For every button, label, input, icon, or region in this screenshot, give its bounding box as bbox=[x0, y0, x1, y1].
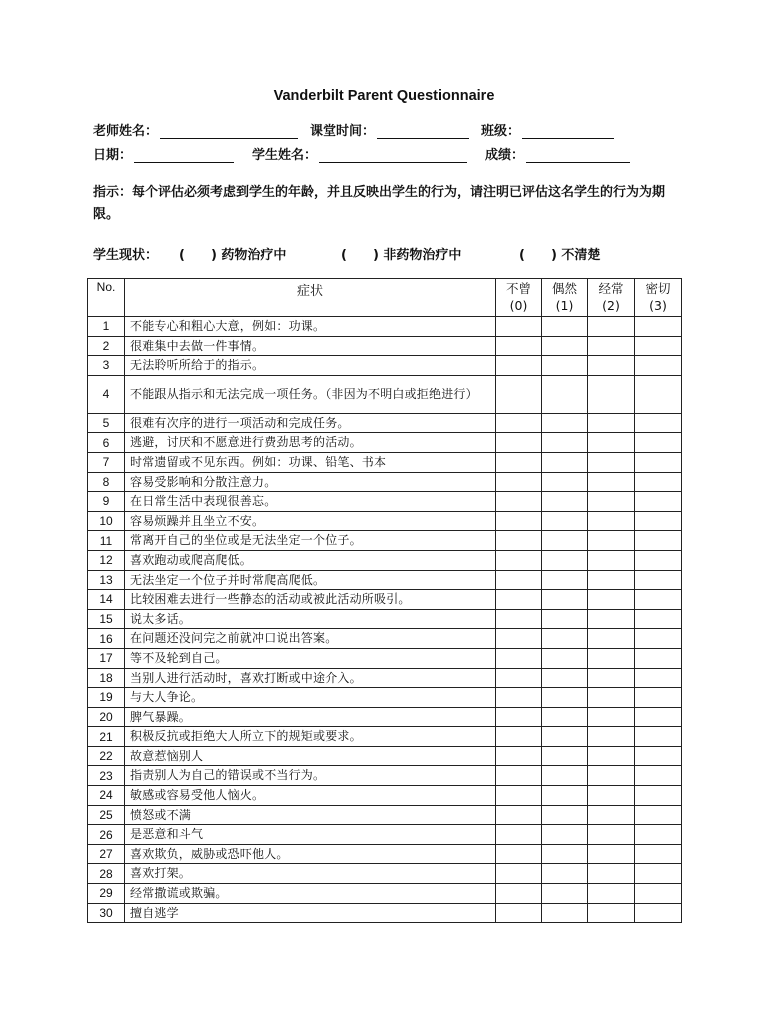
header-often bbox=[588, 279, 635, 317]
rating-cell-often[interactable] bbox=[588, 472, 635, 492]
rating-cell-occasionally[interactable] bbox=[542, 413, 588, 433]
rating-cell-very-often[interactable] bbox=[635, 884, 682, 904]
symptom-text: 无法坐定一个位子并时常爬高爬低。 bbox=[125, 570, 496, 590]
rating-cell-very-often[interactable] bbox=[635, 766, 682, 786]
symptom-text: 喜欢打架。 bbox=[125, 864, 496, 884]
symptom-text: 等不及轮到自己。 bbox=[125, 648, 496, 668]
rating-cell-very-often[interactable] bbox=[635, 472, 682, 492]
rating-cell-often[interactable] bbox=[588, 903, 635, 923]
rating-cell-occasionally[interactable] bbox=[542, 707, 588, 727]
symptom-text: 不能专心和粗心大意，例如：功课。 bbox=[125, 317, 496, 337]
symptom-text: 积极反抗或拒绝大人所立下的规矩或要求。 bbox=[125, 727, 496, 747]
row-number: 12 bbox=[88, 550, 125, 570]
symptom-text: 与大人争论。 bbox=[125, 688, 496, 708]
rating-cell-very-often[interactable] bbox=[635, 629, 682, 649]
rating-cell-very-often[interactable] bbox=[635, 825, 682, 845]
table-row bbox=[88, 746, 682, 766]
rating-cell-occasionally[interactable] bbox=[542, 727, 588, 747]
row-number: 4 bbox=[88, 375, 125, 413]
class-field[interactable] bbox=[481, 120, 614, 139]
table-row bbox=[88, 375, 682, 413]
row-number: 27 bbox=[88, 844, 125, 864]
row-number: 20 bbox=[88, 707, 125, 727]
table-row bbox=[88, 472, 682, 492]
teacher-name-label: 老师姓名： bbox=[93, 124, 159, 139]
symptom-text: 很难有次序的进行一项活动和完成任务。 bbox=[125, 413, 496, 433]
header-occasionally-score: (1) bbox=[555, 298, 574, 313]
student-status-row bbox=[93, 244, 600, 263]
rating-cell-very-often[interactable] bbox=[635, 707, 682, 727]
rating-cell-often[interactable] bbox=[588, 864, 635, 884]
teacher-name-field[interactable] bbox=[93, 120, 298, 139]
symptom-text: 愤怒或不满 bbox=[125, 805, 496, 825]
grade-label: 成绩： bbox=[485, 148, 525, 163]
symptom-text: 容易烦躁并且坐立不安。 bbox=[125, 511, 496, 531]
row-number: 7 bbox=[88, 452, 125, 472]
row-number: 10 bbox=[88, 511, 125, 531]
header-fields-row-1 bbox=[93, 120, 626, 139]
rating-cell-often[interactable] bbox=[588, 746, 635, 766]
rating-cell-never[interactable] bbox=[496, 433, 542, 453]
rating-cell-occasionally[interactable] bbox=[542, 609, 588, 629]
rating-cell-occasionally[interactable] bbox=[542, 570, 588, 590]
class-time-label: 课堂时间： bbox=[310, 124, 376, 139]
rating-cell-very-often[interactable] bbox=[635, 492, 682, 512]
table-row bbox=[88, 766, 682, 786]
rating-cell-often[interactable] bbox=[588, 786, 635, 806]
table-row bbox=[88, 590, 682, 610]
rating-cell-very-often[interactable] bbox=[635, 844, 682, 864]
header-no: No. bbox=[88, 279, 125, 317]
rating-cell-never[interactable] bbox=[496, 805, 542, 825]
table-row bbox=[88, 668, 682, 688]
rating-cell-occasionally[interactable] bbox=[542, 884, 588, 904]
row-number: 3 bbox=[88, 356, 125, 376]
rating-cell-occasionally[interactable] bbox=[542, 766, 588, 786]
table-row bbox=[88, 903, 682, 923]
symptom-text: 喜欢跑动或爬高爬低。 bbox=[125, 550, 496, 570]
row-number: 14 bbox=[88, 590, 125, 610]
rating-cell-occasionally[interactable] bbox=[542, 433, 588, 453]
rating-cell-very-often[interactable] bbox=[635, 668, 682, 688]
symptom-table bbox=[87, 278, 682, 923]
table-row bbox=[88, 317, 682, 337]
rating-cell-often[interactable] bbox=[588, 492, 635, 512]
rating-cell-never[interactable] bbox=[496, 825, 542, 845]
symptom-text: 逃避，讨厌和不愿意进行费劲思考的活动。 bbox=[125, 433, 496, 453]
rating-cell-very-often[interactable] bbox=[635, 317, 682, 337]
student-name-field[interactable] bbox=[252, 144, 467, 163]
rating-cell-occasionally[interactable] bbox=[542, 903, 588, 923]
rating-cell-occasionally[interactable] bbox=[542, 336, 588, 356]
symptom-text: 比较困难去进行一些静态的活动或被此活动所吸引。 bbox=[125, 590, 496, 610]
row-number: 13 bbox=[88, 570, 125, 590]
rating-cell-very-often[interactable] bbox=[635, 805, 682, 825]
symptom-text: 无法聆听所给于的指示。 bbox=[125, 356, 496, 376]
rating-cell-never[interactable] bbox=[496, 511, 542, 531]
symptom-text: 经常撒谎或欺骗。 bbox=[125, 884, 496, 904]
rating-cell-occasionally[interactable] bbox=[542, 805, 588, 825]
header-never bbox=[496, 279, 542, 317]
header-symptom: 症状 bbox=[125, 279, 496, 317]
row-number: 28 bbox=[88, 864, 125, 884]
rating-cell-occasionally[interactable] bbox=[542, 648, 588, 668]
row-number: 30 bbox=[88, 903, 125, 923]
row-number: 21 bbox=[88, 727, 125, 747]
rating-cell-never[interactable] bbox=[496, 648, 542, 668]
rating-cell-occasionally[interactable] bbox=[542, 825, 588, 845]
rating-cell-occasionally[interactable] bbox=[542, 668, 588, 688]
table-row bbox=[88, 511, 682, 531]
rating-cell-often[interactable] bbox=[588, 433, 635, 453]
table-row bbox=[88, 629, 682, 649]
rating-cell-never[interactable] bbox=[496, 317, 542, 337]
rating-cell-never[interactable] bbox=[496, 609, 542, 629]
symptom-text: 很难集中去做一件事情。 bbox=[125, 336, 496, 356]
symptom-text: 容易受影响和分散注意力。 bbox=[125, 472, 496, 492]
rating-cell-never[interactable] bbox=[496, 336, 542, 356]
row-number: 9 bbox=[88, 492, 125, 512]
table-header-row bbox=[88, 279, 682, 317]
rating-cell-never[interactable] bbox=[496, 727, 542, 747]
symptom-text: 时常遗留或不见东西。例如：功课、铅笔、书本 bbox=[125, 452, 496, 472]
rating-cell-occasionally[interactable] bbox=[542, 844, 588, 864]
table-row bbox=[88, 884, 682, 904]
rating-cell-often[interactable] bbox=[588, 766, 635, 786]
student-name-label: 学生姓名： bbox=[252, 148, 318, 163]
row-number: 26 bbox=[88, 825, 125, 845]
rating-cell-very-often[interactable] bbox=[635, 746, 682, 766]
rating-cell-never[interactable] bbox=[496, 746, 542, 766]
row-number: 17 bbox=[88, 648, 125, 668]
symptom-text: 敏感或容易受他人恼火。 bbox=[125, 786, 496, 806]
symptom-text: 擅自逃学 bbox=[125, 903, 496, 923]
rating-cell-occasionally[interactable] bbox=[542, 786, 588, 806]
rating-cell-often[interactable] bbox=[588, 452, 635, 472]
rating-cell-occasionally[interactable] bbox=[542, 550, 588, 570]
rating-cell-never[interactable] bbox=[496, 550, 542, 570]
header-often-label: 经常 bbox=[598, 281, 624, 296]
rating-cell-often[interactable] bbox=[588, 570, 635, 590]
header-never-score: (0) bbox=[509, 298, 528, 313]
rating-cell-very-often[interactable] bbox=[635, 511, 682, 531]
rating-cell-often[interactable] bbox=[588, 648, 635, 668]
rating-cell-never[interactable] bbox=[496, 707, 542, 727]
table-row bbox=[88, 609, 682, 629]
row-number: 6 bbox=[88, 433, 125, 453]
rating-cell-often[interactable] bbox=[588, 531, 635, 551]
date-label: 日期： bbox=[93, 148, 133, 163]
student-status-label: 学生现状： bbox=[93, 248, 159, 263]
header-never-label: 不曾 bbox=[505, 281, 531, 296]
symptom-text: 故意惹恼别人 bbox=[125, 746, 496, 766]
rating-cell-very-often[interactable] bbox=[635, 570, 682, 590]
rating-cell-very-often[interactable] bbox=[635, 609, 682, 629]
rating-cell-often[interactable] bbox=[588, 825, 635, 845]
table-row bbox=[88, 805, 682, 825]
row-number: 23 bbox=[88, 766, 125, 786]
rating-cell-very-often[interactable] bbox=[635, 433, 682, 453]
rating-cell-never[interactable] bbox=[496, 668, 542, 688]
header-often-score: (2) bbox=[602, 298, 620, 313]
rating-cell-never[interactable] bbox=[496, 413, 542, 433]
symptom-text: 常离开自己的坐位或是无法坐定一个位子。 bbox=[125, 531, 496, 551]
table-row bbox=[88, 727, 682, 747]
rating-cell-very-often[interactable] bbox=[635, 452, 682, 472]
rating-cell-never[interactable] bbox=[496, 492, 542, 512]
rating-cell-often[interactable] bbox=[588, 375, 635, 413]
table-row bbox=[88, 825, 682, 845]
rating-cell-occasionally[interactable] bbox=[542, 688, 588, 708]
rating-cell-often[interactable] bbox=[588, 805, 635, 825]
table-body bbox=[88, 317, 682, 923]
rating-cell-never[interactable] bbox=[496, 452, 542, 472]
row-number: 25 bbox=[88, 805, 125, 825]
table-row bbox=[88, 864, 682, 884]
rating-cell-very-often[interactable] bbox=[635, 903, 682, 923]
rating-cell-often[interactable] bbox=[588, 511, 635, 531]
table-row bbox=[88, 786, 682, 806]
row-number: 16 bbox=[88, 629, 125, 649]
rating-cell-occasionally[interactable] bbox=[542, 590, 588, 610]
rating-cell-very-often[interactable] bbox=[635, 648, 682, 668]
grade-field[interactable] bbox=[485, 144, 630, 163]
rating-cell-often[interactable] bbox=[588, 629, 635, 649]
header-very-often-label: 密切 bbox=[645, 281, 671, 296]
symptom-text: 脾气暴躁。 bbox=[125, 707, 496, 727]
table-row bbox=[88, 688, 682, 708]
rating-cell-very-often[interactable] bbox=[635, 727, 682, 747]
symptom-text: 不能跟从指示和无法完成一项任务。（非因为不明白或拒绝进行） bbox=[125, 375, 496, 413]
row-number: 8 bbox=[88, 472, 125, 492]
rating-cell-very-often[interactable] bbox=[635, 786, 682, 806]
rating-cell-occasionally[interactable] bbox=[542, 864, 588, 884]
rating-cell-very-often[interactable] bbox=[635, 336, 682, 356]
grade-blank[interactable] bbox=[526, 148, 630, 163]
rating-cell-often[interactable] bbox=[588, 590, 635, 610]
symptom-text: 在日常生活中表现很善忘。 bbox=[125, 492, 496, 512]
symptom-text: 在问题还没问完之前就冲口说出答案。 bbox=[125, 629, 496, 649]
table-row bbox=[88, 707, 682, 727]
rating-cell-never[interactable] bbox=[496, 375, 542, 413]
symptom-text: 是恶意和斗气 bbox=[125, 825, 496, 845]
rating-cell-occasionally[interactable] bbox=[542, 472, 588, 492]
row-number: 1 bbox=[88, 317, 125, 337]
rating-cell-very-often[interactable] bbox=[635, 550, 682, 570]
header-fields-row-2 bbox=[93, 144, 642, 163]
table-row bbox=[88, 452, 682, 472]
table-row bbox=[88, 648, 682, 668]
rating-cell-occasionally[interactable] bbox=[542, 511, 588, 531]
rating-cell-never[interactable] bbox=[496, 570, 542, 590]
table-row bbox=[88, 550, 682, 570]
table-row bbox=[88, 844, 682, 864]
rating-cell-never[interactable] bbox=[496, 864, 542, 884]
rating-cell-occasionally[interactable] bbox=[542, 356, 588, 376]
table-row bbox=[88, 413, 682, 433]
rating-cell-very-often[interactable] bbox=[635, 356, 682, 376]
rating-cell-never[interactable] bbox=[496, 844, 542, 864]
rating-cell-never[interactable] bbox=[496, 531, 542, 551]
table-row bbox=[88, 531, 682, 551]
rating-cell-often[interactable] bbox=[588, 413, 635, 433]
status-option-unknown[interactable]: ( ) 不清楚 bbox=[519, 248, 601, 263]
rating-cell-occasionally[interactable] bbox=[542, 375, 588, 413]
row-number: 5 bbox=[88, 413, 125, 433]
rating-cell-very-often[interactable] bbox=[635, 688, 682, 708]
table-row bbox=[88, 570, 682, 590]
status-option-medicated[interactable]: ( ) 药物治疗中 bbox=[179, 248, 287, 263]
rating-cell-often[interactable] bbox=[588, 844, 635, 864]
rating-cell-often[interactable] bbox=[588, 668, 635, 688]
class-time-field[interactable] bbox=[310, 120, 469, 139]
rating-cell-often[interactable] bbox=[588, 356, 635, 376]
rating-cell-never[interactable] bbox=[496, 356, 542, 376]
rating-cell-very-often[interactable] bbox=[635, 864, 682, 884]
row-number: 19 bbox=[88, 688, 125, 708]
rating-cell-never[interactable] bbox=[496, 786, 542, 806]
symptom-text: 指责别人为自己的错误或不当行为。 bbox=[125, 766, 496, 786]
rating-cell-often[interactable] bbox=[588, 707, 635, 727]
rating-cell-occasionally[interactable] bbox=[542, 746, 588, 766]
rating-cell-very-often[interactable] bbox=[635, 375, 682, 413]
symptom-text: 喜欢欺负，威胁或恐吓他人。 bbox=[125, 844, 496, 864]
rating-cell-never[interactable] bbox=[496, 766, 542, 786]
instructions-text: 指示：每个评估必须考虑到学生的年龄，并且反映出学生的行为，请注明已评估这名学生的行为为期限。 bbox=[93, 185, 666, 222]
row-number: 22 bbox=[88, 746, 125, 766]
rating-cell-never[interactable] bbox=[496, 903, 542, 923]
table-row bbox=[88, 433, 682, 453]
rating-cell-often[interactable] bbox=[588, 884, 635, 904]
rating-cell-never[interactable] bbox=[496, 590, 542, 610]
date-blank[interactable] bbox=[134, 148, 234, 163]
rating-cell-often[interactable] bbox=[588, 688, 635, 708]
rating-cell-often[interactable] bbox=[588, 727, 635, 747]
page-title: Vanderbilt Parent Questionnaire bbox=[273, 88, 495, 104]
table-row bbox=[88, 336, 682, 356]
row-number: 24 bbox=[88, 786, 125, 806]
class-time-blank[interactable] bbox=[377, 124, 469, 139]
symptom-text: 说太多话。 bbox=[125, 609, 496, 629]
rating-cell-occasionally[interactable] bbox=[542, 629, 588, 649]
rating-cell-occasionally[interactable] bbox=[542, 531, 588, 551]
row-number: 15 bbox=[88, 609, 125, 629]
rating-cell-occasionally[interactable] bbox=[542, 492, 588, 512]
student-name-blank[interactable] bbox=[319, 148, 467, 163]
header-very-often bbox=[635, 279, 682, 317]
class-label: 班级： bbox=[481, 124, 521, 139]
rating-cell-very-often[interactable] bbox=[635, 590, 682, 610]
table-row bbox=[88, 356, 682, 376]
rating-cell-never[interactable] bbox=[496, 688, 542, 708]
row-number: 11 bbox=[88, 531, 125, 551]
rating-cell-never[interactable] bbox=[496, 629, 542, 649]
row-number: 2 bbox=[88, 336, 125, 356]
rating-cell-very-often[interactable] bbox=[635, 413, 682, 433]
row-number: 18 bbox=[88, 668, 125, 688]
header-occasionally bbox=[542, 279, 588, 317]
rating-cell-occasionally[interactable] bbox=[542, 452, 588, 472]
status-option-not-medicated[interactable]: ( ) 非药物治疗中 bbox=[341, 248, 462, 263]
rating-cell-often[interactable] bbox=[588, 336, 635, 356]
rating-cell-never[interactable] bbox=[496, 884, 542, 904]
rating-cell-very-often[interactable] bbox=[635, 531, 682, 551]
row-number: 29 bbox=[88, 884, 125, 904]
class-blank[interactable] bbox=[522, 124, 614, 139]
date-field[interactable] bbox=[93, 144, 234, 163]
symptom-text: 当别人进行活动时，喜欢打断或中途介入。 bbox=[125, 668, 496, 688]
rating-cell-often[interactable] bbox=[588, 550, 635, 570]
header-occasionally-label: 偶然 bbox=[551, 281, 577, 296]
rating-cell-often[interactable] bbox=[588, 317, 635, 337]
rating-cell-often[interactable] bbox=[588, 609, 635, 629]
header-very-often-score: (3) bbox=[649, 298, 667, 313]
teacher-name-blank[interactable] bbox=[160, 124, 298, 139]
table-row bbox=[88, 492, 682, 512]
rating-cell-occasionally[interactable] bbox=[542, 317, 588, 337]
rating-cell-never[interactable] bbox=[496, 472, 542, 492]
